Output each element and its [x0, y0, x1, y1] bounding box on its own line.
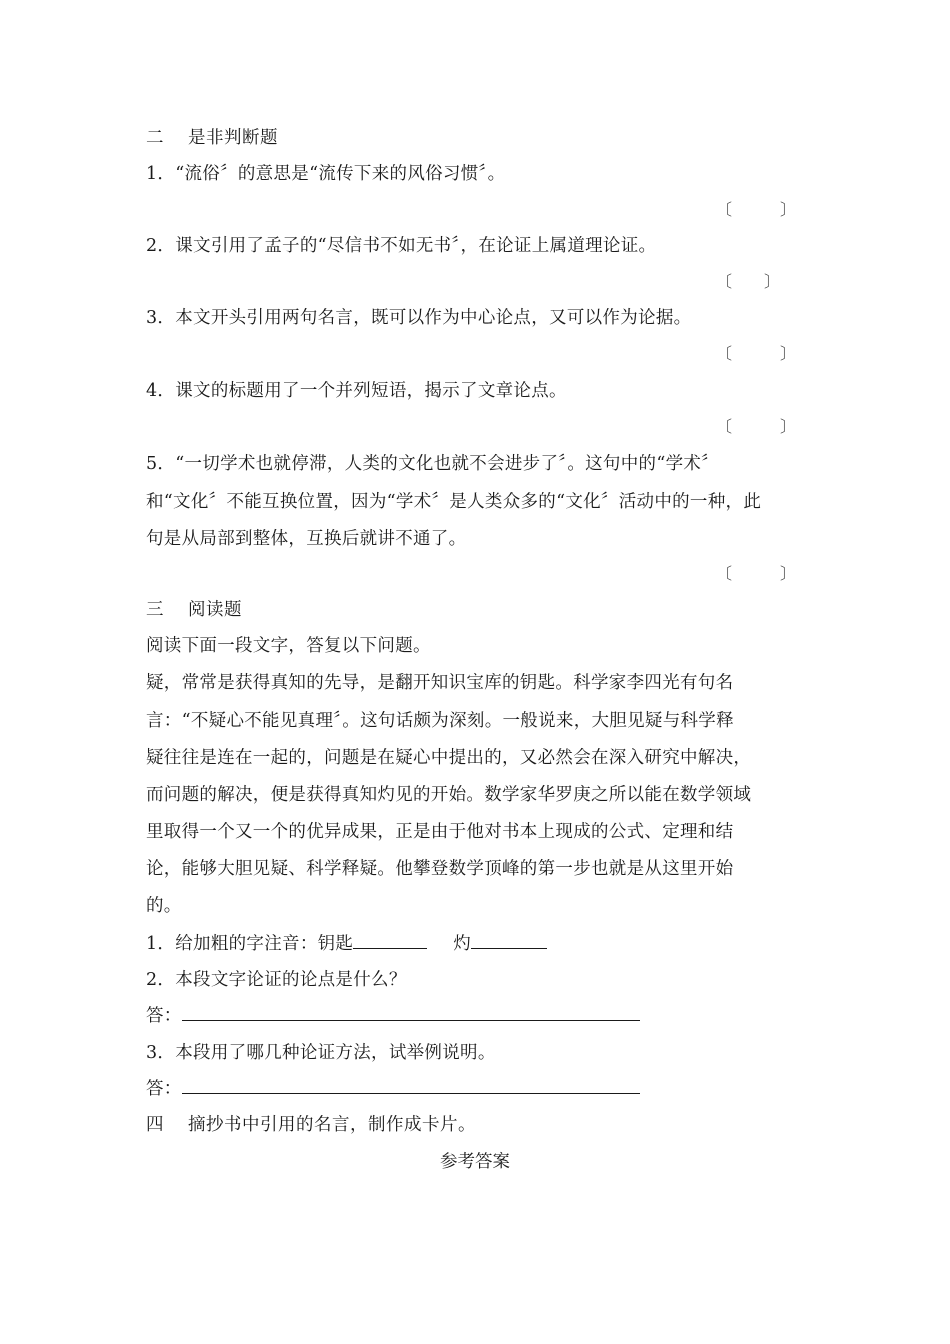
judgment-item-5-line-2: 和“文化〞不能互换位置，因为“学术〞是人类众多的“文化〞活动中的一种，此: [146, 492, 762, 512]
passage-line: 的。: [146, 896, 182, 916]
judgment-item-5-line-3: 句是从局部到整体，互换后就讲不通了。: [146, 529, 467, 549]
judgment-item-5-line-1: 5．“一切学术也就停滞，人类的文化也就不会进步了〞。这句中的“学术〞: [146, 454, 719, 474]
question-3-answer-line[interactable]: [182, 1092, 640, 1094]
judgment-item-2-answer-bracket[interactable]: 〔 〕: [716, 272, 781, 291]
section-3-number: 三: [146, 600, 164, 620]
section-3-title: 阅读题: [188, 600, 242, 620]
question-1-prompt: 1．给加粗的字注音：钥匙: [146, 934, 354, 954]
section-4-number: 四: [146, 1115, 164, 1135]
judgment-item-1-answer-bracket[interactable]: 〔 〕: [716, 200, 797, 219]
section-2-title: 是非判断题: [188, 128, 278, 148]
question-1-blank-1[interactable]: [353, 947, 427, 949]
question-2-answer: [146, 998, 640, 1034]
question-1-char: 灼: [453, 934, 472, 954]
section-4-title: 摘抄书中引用的名言，制作成卡片。: [188, 1115, 476, 1135]
section-2-number: 二: [146, 128, 164, 148]
answers-heading: 参考答案: [440, 1152, 510, 1172]
section-3-heading: [146, 592, 242, 628]
judgment-item-5-answer-bracket[interactable]: 〔 〕: [716, 564, 797, 583]
question-3-answer: [146, 1071, 640, 1107]
reading-instruction: 阅读下面一段文字，答复以下问题。: [146, 636, 431, 656]
judgment-item-3-answer-bracket[interactable]: 〔 〕: [716, 344, 797, 363]
judgment-item-1: 1．“流俗〞的意思是“流传下来的风俗习惯〞。: [146, 164, 506, 184]
judgment-item-2: 2．课文引用了孟子的“尽信书不如无书〞，在论证上属道理论证。: [146, 236, 657, 256]
passage-line: 疑往往是连在一起的，问题是在疑心中提出的，又必然会在深入研究中解决，: [146, 748, 752, 768]
judgment-item-3: 3．本文开头引用两句名言，既可以作为中心论点，又可以作为论据。: [146, 308, 692, 328]
section-4-heading: [146, 1107, 476, 1143]
section-2-heading: [146, 120, 278, 156]
question-1: [146, 926, 547, 962]
passage-line: 疑，常常是获得真知的先导，是翻开知识宝库的钥匙。科学家李四光有句名: [146, 673, 734, 693]
question-3-answer-label: 答：: [146, 1079, 182, 1099]
judgment-item-4-answer-bracket[interactable]: 〔 〕: [716, 417, 797, 436]
passage-line: 里取得一个又一个的优异成果，正是由于他对书本上现成的公式、定理和结: [146, 822, 734, 842]
passage-line: 而问题的解决，便是获得真知灼见的开始。数学家华罗庚之所以能在数学领域: [146, 785, 752, 805]
question-3: 3．本段用了哪几种论证方法，试举例说明。: [146, 1043, 496, 1063]
judgment-item-4: 4．课文的标题用了一个并列短语，揭示了文章论点。: [146, 381, 567, 401]
question-1-blank-2[interactable]: [471, 947, 547, 949]
question-2-answer-label: 答：: [146, 1006, 182, 1026]
passage-line: 言：“不疑心不能见真理〞。这句话颇为深刻。一般说来，大胆见疑与科学释: [146, 711, 734, 731]
question-2: 2．本段文字论证的论点是什么？: [146, 970, 407, 990]
question-2-answer-line[interactable]: [182, 1019, 640, 1021]
passage-line: 论，能够大胆见疑、科学释疑。他攀登数学顶峰的第一步也就是从这里开始: [146, 859, 734, 879]
